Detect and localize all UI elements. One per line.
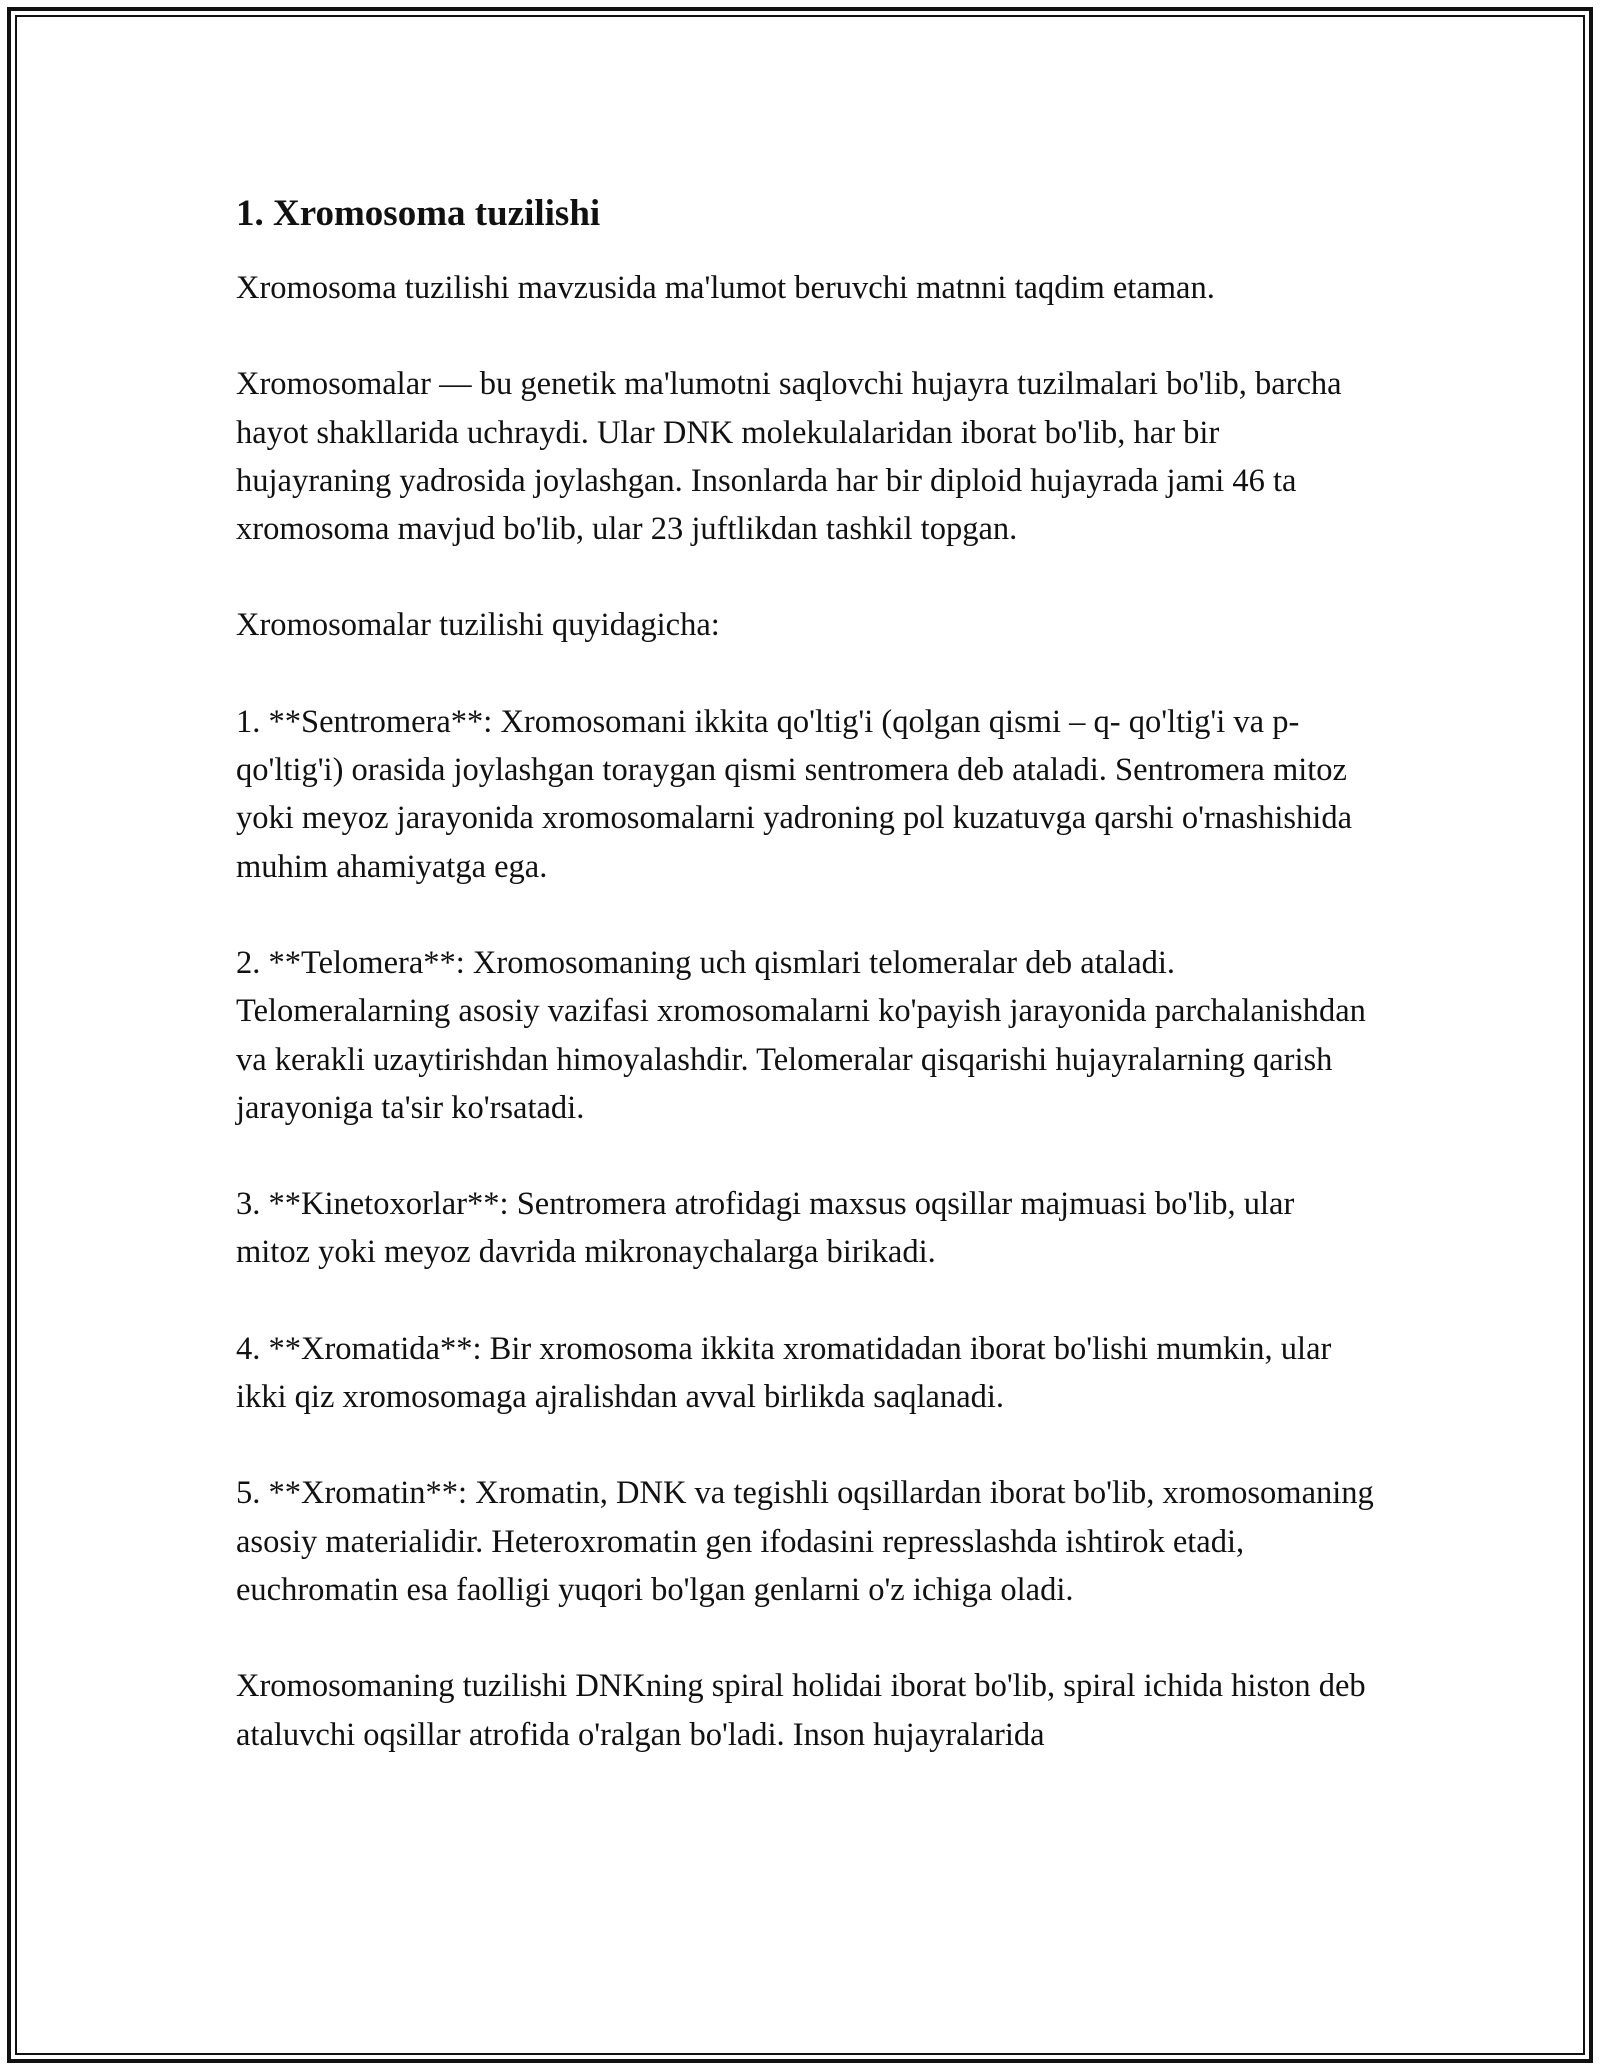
structure-intro-paragraph: Xromosomalar tuzilishi quyidagicha: [236,607,720,644]
list-item-sentromera: 1. **Sentromera**: Xromosomani ikkita qo'ltig'i (qolgan qismi – q- qo'ltig'i va p- qo'ltig'i) orasida joylashgan toraygan qismi sentromera deb ataladi. Sentromera mitoz yoki meyoz jarayonida xromosomalarni yadroning pol kuzatuvga qarshi o'rnashishida muhim ahamiyatga ega. [236,703,1352,885]
document-body [236,188,1376,1807]
closing-paragraph: Xromosomaning tuzilishi DNKning spiral holidai iborat bo'lib, spiral ichida histon deb ataluvchi oqsillar atrofida o'ralgan bo'ladi. Inson hujayralarida [236,1668,1366,1753]
definition-paragraph: Xromosomalar — bu genetik ma'lumotni saqlovchi hujayra tuzilmalari bo'lib, barcha hayot shakllarida uchraydi. Ular DNK molekulalaridan iborat bo'lib, har bir hujayraning yadrosida joylashgan. Insonlarda har bir diploid hujayrada jami 46 ta xromosoma mavjud bo'lib, ular 23 juftlikdan tashkil topgan. [236,366,1342,548]
section-heading: 1. Xromosoma tuzilishi [236,193,601,234]
intro-paragraph: Xromosoma tuzilishi mavzusida ma'lumot beruvchi matnni taqdim etaman. [236,270,1215,306]
list-item-xromatin: 5. **Xromatin**: Xromatin, DNK va tegishli oqsillardan iborat bo'lib, xromosomaning asosiy materialidir. Heteroxromatin gen ifodasini represslashda ishtirok etadi, euchromatin esa faolligi yuqori bo'lgan genlarni o'z ichiga oladi. [236,1475,1374,1608]
list-item-xromatida: 4. **Xromatida**: Bir xromosoma ikkita xromatidadan iborat bo'lishi mumkin, ular ikki qiz xromosomaga ajralishdan avval birlikda saqlanadi. [236,1330,1332,1416]
list-item-kinetoxorlar: 3. **Kinetoxorlar**: Sentromera atrofidagi maxsus oqsillar majmuasi bo'lib, ular mitoz yoki meyoz davrida mikronaychalarga birikadi. [236,1186,1295,1271]
list-item-telomera: 2. **Telomera**: Xromosomaning uch qismlari telomeralar deb ataladi. Telomeralarning asosiy vazifasi xromosomalarni ko'payish jarayonida parchalanishdan va kerakli uzaytirishdan himoyalashdir. Telomeralar qisqarishi hujayralarning qarish jarayoniga ta'sir ko'rsatadi. [236,944,1366,1126]
